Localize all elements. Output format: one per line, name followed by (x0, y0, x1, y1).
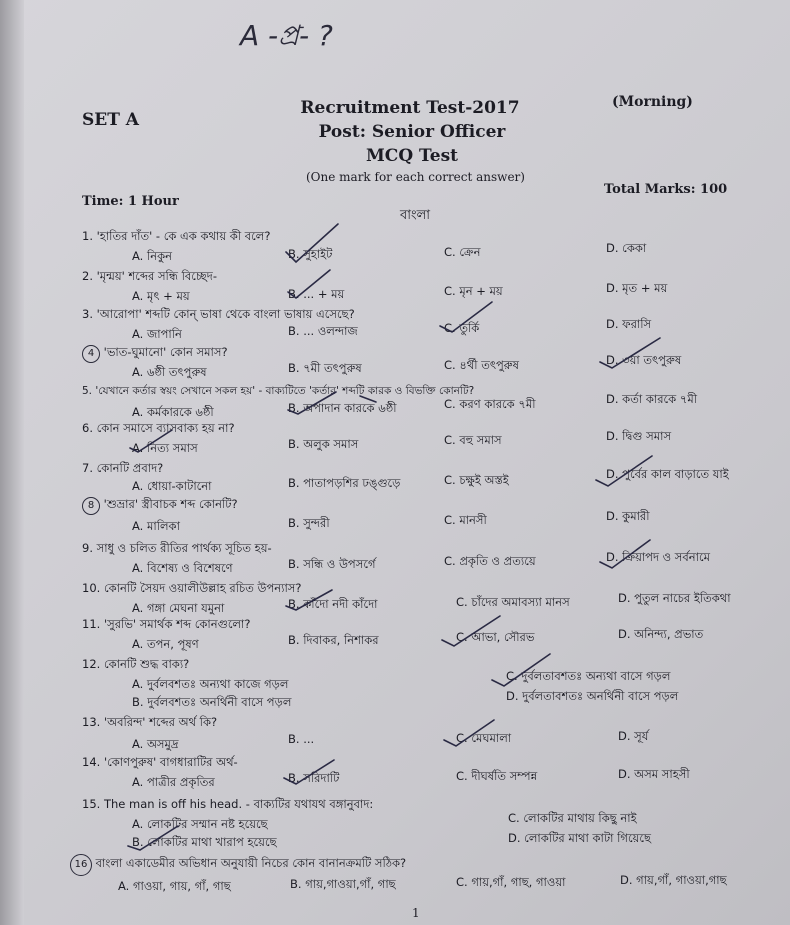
question-8-text: 'শুভ্রার' স্ত্রীবাচক শব্দ কোনটি? (103, 497, 238, 511)
q8-option-d: D. কুমারী (606, 509, 650, 523)
q4-option-c: C. ৪র্থী তৎপুরুষ (444, 358, 519, 372)
question-15: 15. The man is off his head. - বাক্যটির যথাযথ বঙ্গানুবাদ: (82, 797, 374, 811)
question-3: 3. 'আরোপা' শব্দটি কোন্ ভাষা থেকে বাংলা ভাষায় এসেছে? (82, 307, 355, 321)
q12-option-c: C. দুর্বলতাবশতঃ অন্যথা বাসে গড়ল (506, 669, 671, 683)
q10-option-c: C. চাঁদের অমাবস্যা মানস (456, 595, 570, 609)
shift-label: (Morning) (612, 94, 693, 110)
q15-option-b: B. লোকটির মাথা খারাপ হয়েছে (132, 835, 277, 849)
question-16 (70, 854, 406, 876)
question-5: 5. 'যেখানে কর্তার স্বয়ং সেখানে সকল হয়' - বাক্যটিতে 'কর্তার' শব্দটি কারক ও বিভক্তি কোনটি? (82, 385, 475, 397)
set-label: SET A (82, 110, 139, 130)
section-title: বাংলা (400, 208, 431, 223)
q3-option-b: B. ... ওলন্দাজ (288, 324, 358, 338)
question-4-text: 'ভাত-ঘুমানো' কোন সমাস? (103, 345, 228, 359)
q4-option-b: B. ৭মী তৎপুরুষ (288, 361, 362, 375)
q16-option-a: A. গাওয়া, গায়, গাঁ, গাছ (118, 879, 231, 893)
q16-option-b: B. গায়,গাওয়া,গাঁ, গাছ (290, 877, 396, 891)
question-1: 1. 'হাতির দাঁত' - কে এক কথায় কী বলে? (82, 229, 271, 243)
q8-option-b: B. সুন্দরী (288, 516, 330, 530)
q7-option-c: C. চক্ষুই অস্তই (444, 473, 509, 487)
q4-option-a: A. ৬ষ্ঠী তৎপুরুষ (132, 365, 207, 379)
q12-option-a: A. দুর্বলবশতঃ অন্যথা কাজে গড়ল (132, 677, 289, 691)
question-12: 12. কোনটি শুদ্ধ বাক্য? (82, 657, 190, 671)
q15-option-a: A. লোকটির সম্মান নষ্ট হয়েছে (132, 817, 268, 831)
exam-title: Recruitment Test-2017 (300, 98, 520, 118)
q1-option-c: C. ক্রেন (444, 245, 481, 259)
q2-option-b: B. ... + ময় (288, 287, 345, 301)
circled-number: 4 (82, 345, 100, 363)
circled-number: 8 (82, 497, 100, 515)
q14-option-b: B. সরিদাটি (288, 771, 340, 785)
q8-option-c: C. মানসী (444, 513, 487, 527)
q9-option-b: B. সন্ধি ও উপসর্গে (288, 557, 376, 571)
q14-option-c: C. দীঘর্ষতি সম্পন্ন (456, 769, 538, 783)
question-16-text: বাংলা একাডেমীর অভিধান অনুযায়ী নিচের কোন বানানক্রমটি সঠিক? (95, 856, 407, 870)
q2-option-a: A. মৃৎ + ময় (132, 289, 190, 303)
q13-option-d: D. সূর্য (618, 729, 649, 743)
q13-option-b: B. ... (288, 732, 315, 746)
q5-option-b: B. অপাদান কারকে ৬ষ্ঠী (288, 401, 397, 415)
q7-option-a: A. ধোয়া-কাটানো (132, 479, 212, 493)
question-8 (82, 496, 238, 515)
q9-option-a: A. বিশেষ্য ও বিশেষণে (132, 561, 233, 575)
q3-option-a: A. জাপানি (132, 327, 182, 341)
q5-option-d: D. কর্তা কারকে ৭মী (606, 392, 698, 406)
q6-option-c: C. বহু সমাস (444, 433, 502, 447)
question-7: 7. কোনটি প্রবাদ? (82, 461, 164, 475)
q7-option-d: D. পুর্বের কাল বাড়াতে যাই (606, 467, 729, 481)
q5-option-c: C. করণ কারকে ৭মী (444, 397, 536, 411)
circled-number: 16 (70, 854, 92, 876)
q5-option-a: A. কর্মকারকে ৬ষ্ঠী (132, 405, 214, 419)
q6-option-d: D. দ্বিগু সমাস (606, 429, 672, 443)
q1-option-b: B. সুহাইট (288, 247, 333, 261)
q6-option-a: A. নিত্য সমাস (132, 441, 198, 455)
q16-option-c: C. গায়,গাঁ, গাছ, গাওয়া (456, 875, 566, 889)
q11-option-d: D. অনিন্দ্য, প্রভাত (618, 627, 704, 641)
handwritten-note: A -প্র- ? (240, 19, 333, 52)
total-marks: Total Marks: 100 (604, 182, 728, 197)
q9-option-d: D. ক্রিয়াপদ ও সর্বনামে (606, 550, 711, 564)
q14-option-d: D. অসম সাহসী (618, 767, 690, 781)
q1-option-a: A. নিকুন (132, 249, 173, 263)
mcq-title: MCQ Test (365, 146, 458, 166)
q1-option-d: D. কেকা (606, 241, 647, 255)
question-9: 9. সাধু ও চলিত রীতির পার্থক্য সূচিত হয়- (82, 541, 272, 555)
q10-option-d: D. পুতুল নাচের ইতিকথা (618, 591, 731, 605)
question-13: 13. 'অবরিন্দ' শব্দের অর্থ কি? (82, 715, 218, 729)
q3-option-c: C. তুর্কি (444, 321, 480, 335)
question-10: 10. কোনটি সৈয়দ ওয়ালীউল্লাহ রচিত উপন্যাস? (82, 581, 302, 595)
q13-option-c: C. মেঘমালা (456, 731, 512, 745)
q7-option-b: B. পাতাপড়শির ঢঙ্গুড়ে (288, 476, 401, 490)
q10-option-b: B. কাঁদো নদী কাঁদো (288, 597, 378, 611)
q11-option-c: C. আভা, সৌরভ (456, 630, 535, 644)
q2-option-d: D. মৃত + ময় (606, 281, 668, 295)
q11-option-b: B. দিবাকর, নিশাকর (288, 633, 379, 647)
q10-option-a: A. গঙ্গা মেঘনা যমুনা (132, 601, 225, 615)
marking-note: (One mark for each correct answer) (306, 170, 525, 184)
question-14: 14. 'কোণপুরুষ' বাগধারাটির অর্থ- (82, 755, 238, 769)
post-title: Post: Senior Officer (318, 122, 506, 142)
q9-option-c: C. প্রকৃতি ও প্রত্যয়ে (444, 554, 536, 568)
q8-option-a: A. মালিকা (132, 519, 180, 533)
page-number: 1 (412, 906, 420, 920)
q15-option-d: D. লোকটির মাথা কাটা গিয়েছে (508, 831, 651, 845)
q12-option-d: D. দুর্বলতাবশতঃ অনর্থিনী বাসে পড়ল (506, 689, 679, 703)
q12-option-b: B. দুর্বলবশতঃ অনর্থিনী বাসে পড়ল (132, 695, 292, 709)
q13-option-a: A. অসমুদ্র (132, 737, 179, 751)
q2-option-c: C. মৃন + ময় (444, 284, 503, 298)
q6-option-b: B. অলুক সমাস (288, 437, 359, 451)
q15-option-c: C. লোকটির মাথায় কিছু নাই (508, 811, 637, 825)
q4-option-d: D. ৩য়া তৎপুরুষ (606, 353, 682, 367)
q16-option-d: D. গায়,গাঁ, গাওয়া,গাছ (620, 873, 727, 887)
question-11: 11. 'সুরভি' সমার্থক শব্দ কোনগুলো? (82, 617, 251, 631)
question-6: 6. কোন সমাসে ব্যাসবাক্য হয় না? (82, 421, 235, 435)
q3-option-d: D. ফরাসি (606, 317, 652, 331)
question-2: 2. 'মৃন্ময়' শব্দের সন্ধি বিচ্ছেদ- (82, 269, 217, 283)
q11-option-a: A. তপন, পূষণ (132, 637, 199, 651)
question-4 (82, 344, 228, 363)
q14-option-a: A. পাত্রীর প্রকৃতির (132, 775, 215, 789)
time-label: Time: 1 Hour (82, 194, 179, 209)
